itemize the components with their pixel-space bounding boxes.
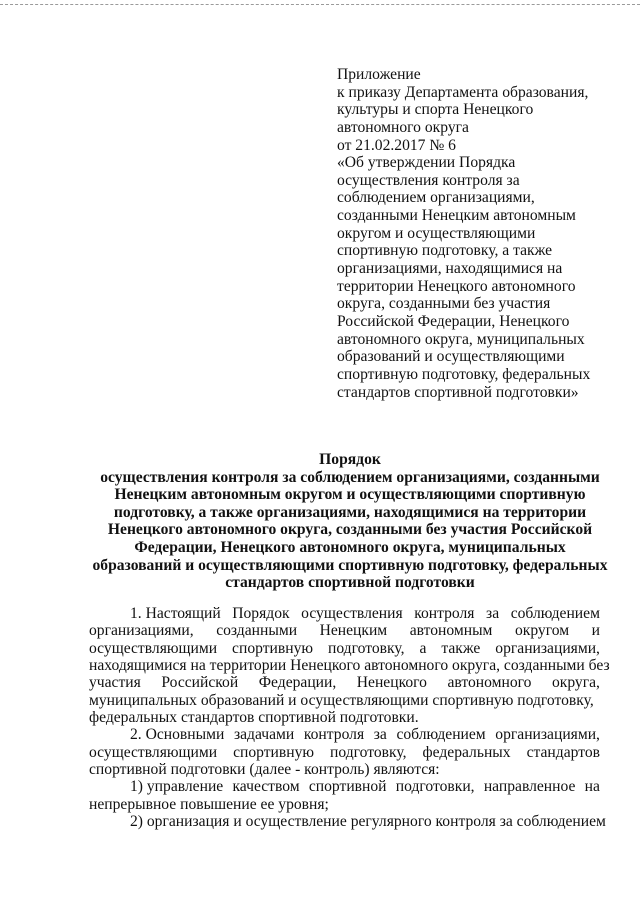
line-text: находящимися на территории Ненецкого автономного округа, созданными без bbox=[89, 657, 610, 675]
word: Порядок bbox=[232, 605, 290, 622]
body-line bbox=[89, 744, 600, 761]
body-text bbox=[89, 605, 610, 831]
body-line bbox=[89, 605, 600, 622]
word: осуществляющими bbox=[89, 639, 218, 657]
word: подготовку, bbox=[330, 743, 407, 761]
word: стандартов bbox=[526, 743, 600, 761]
body-line bbox=[89, 692, 600, 709]
word: направленное bbox=[483, 778, 576, 796]
word: спортивной bbox=[308, 778, 387, 796]
body-line bbox=[89, 640, 600, 657]
word: подготовку, bbox=[327, 639, 405, 657]
title-line: стандартов спортивной подготовки bbox=[225, 574, 475, 592]
word: за bbox=[486, 605, 500, 622]
body-line bbox=[89, 709, 600, 726]
title-line: Ненецким автономным округом и осуществляющими спортивную bbox=[114, 486, 586, 504]
line-text: федеральных стандартов спортивной подготовки. bbox=[89, 709, 419, 727]
body-line bbox=[89, 778, 600, 795]
line-text: спортивной подготовки (далее - контроль) являются: bbox=[89, 761, 440, 779]
appendix-line: соблюдением организациями, bbox=[337, 189, 535, 207]
word: на bbox=[584, 778, 600, 796]
appendix-line: образований и осуществляющими bbox=[337, 348, 565, 366]
body-line bbox=[89, 622, 600, 639]
body-line bbox=[89, 674, 600, 691]
body-line bbox=[89, 726, 600, 743]
word: контроля bbox=[303, 726, 365, 744]
appendix-line: культуры и спорта Ненецкого bbox=[337, 101, 534, 119]
title-line: Федерации, Ненецкого автономного округа, муниципальных bbox=[134, 538, 566, 556]
line-text: непрерывное повышение ее уровня; bbox=[89, 795, 329, 813]
appendix-header bbox=[337, 66, 622, 401]
word: 1) управление bbox=[130, 778, 224, 796]
line-text: муниципальных образований и осуществляющими спортивную подготовку, bbox=[89, 691, 594, 709]
word: спортивную bbox=[232, 639, 314, 657]
word: Российской bbox=[161, 674, 239, 692]
word: соблюдением bbox=[510, 605, 600, 622]
title-line: подготовку, а также организациями, находящимися на территории bbox=[113, 503, 587, 521]
word: качеством bbox=[232, 778, 300, 796]
appendix-line: округа, созданными без участия bbox=[337, 295, 551, 313]
line-text: 2) организация и осуществление регулярного контроля за соблюдением bbox=[130, 813, 606, 831]
appendix-line: автономного округа bbox=[337, 118, 469, 136]
appendix-line: Приложение bbox=[337, 66, 421, 83]
appendix-line: стандартов спортивной подготовки» bbox=[337, 383, 579, 401]
word: Федерации, bbox=[258, 674, 337, 692]
word: Ненецкого bbox=[356, 674, 427, 692]
word: участия bbox=[89, 674, 141, 692]
word: контроля bbox=[414, 605, 475, 622]
word: задачами bbox=[233, 726, 295, 744]
appendix-line: спортивную подготовку, а также bbox=[337, 242, 553, 260]
word: и bbox=[591, 622, 600, 640]
title-line: образований и осуществляющими спортивную подготовку, федеральных bbox=[92, 556, 608, 574]
body-line bbox=[89, 813, 606, 831]
appendix-line: Российской Федерации, Ненецкого bbox=[337, 312, 570, 330]
word: осуществляющими bbox=[89, 743, 218, 761]
document-title bbox=[80, 451, 620, 592]
appendix-line: от 21.02.2017 № 6 bbox=[337, 136, 456, 154]
title-line: осуществления контроля за соблюдением организациями, созданными bbox=[100, 468, 600, 486]
scan-top-edge bbox=[0, 4, 640, 5]
word: 2. Основными bbox=[130, 726, 225, 744]
word: 1. Настоящий bbox=[130, 605, 221, 622]
appendix-line: автономного округа, муниципальных bbox=[337, 330, 585, 348]
body-line bbox=[89, 657, 610, 675]
word: Ненецким bbox=[319, 622, 388, 640]
appendix-line: к приказу Департамента образования, bbox=[337, 83, 589, 101]
appendix-line: территории Ненецкого автономного bbox=[337, 277, 576, 295]
word: автономного bbox=[447, 674, 532, 692]
word: также bbox=[441, 639, 481, 657]
word: спортивную bbox=[233, 743, 315, 761]
word: округом bbox=[514, 622, 570, 640]
appendix-line: спортивную подготовку, федеральных bbox=[337, 365, 591, 383]
word: а bbox=[419, 639, 427, 657]
appendix-line: осуществления контроля за bbox=[337, 171, 520, 189]
word: автономным bbox=[409, 622, 493, 640]
body-line bbox=[89, 761, 600, 778]
word: за bbox=[373, 726, 387, 744]
body-line bbox=[89, 796, 600, 813]
word: федеральных bbox=[422, 743, 511, 761]
title-line: Ненецкого автономного округа, созданными без участия Российской bbox=[107, 521, 593, 539]
appendix-line: «Об утверждении Порядка bbox=[337, 154, 516, 172]
word: осуществления bbox=[301, 605, 403, 622]
appendix-line: организациями, находящимися на bbox=[337, 260, 563, 278]
word: созданными bbox=[216, 622, 298, 640]
appendix-line: созданными Ненецким автономным bbox=[337, 207, 576, 225]
word: организациями, bbox=[495, 726, 600, 744]
word: соблюдением bbox=[396, 726, 486, 744]
title-line: Порядок bbox=[319, 451, 381, 468]
word: организациями, bbox=[495, 639, 600, 657]
appendix-line: округом и осуществляющими bbox=[337, 224, 536, 242]
word: округа, bbox=[551, 674, 600, 692]
word: подготовки, bbox=[395, 778, 475, 796]
word: организациями, bbox=[89, 622, 194, 640]
